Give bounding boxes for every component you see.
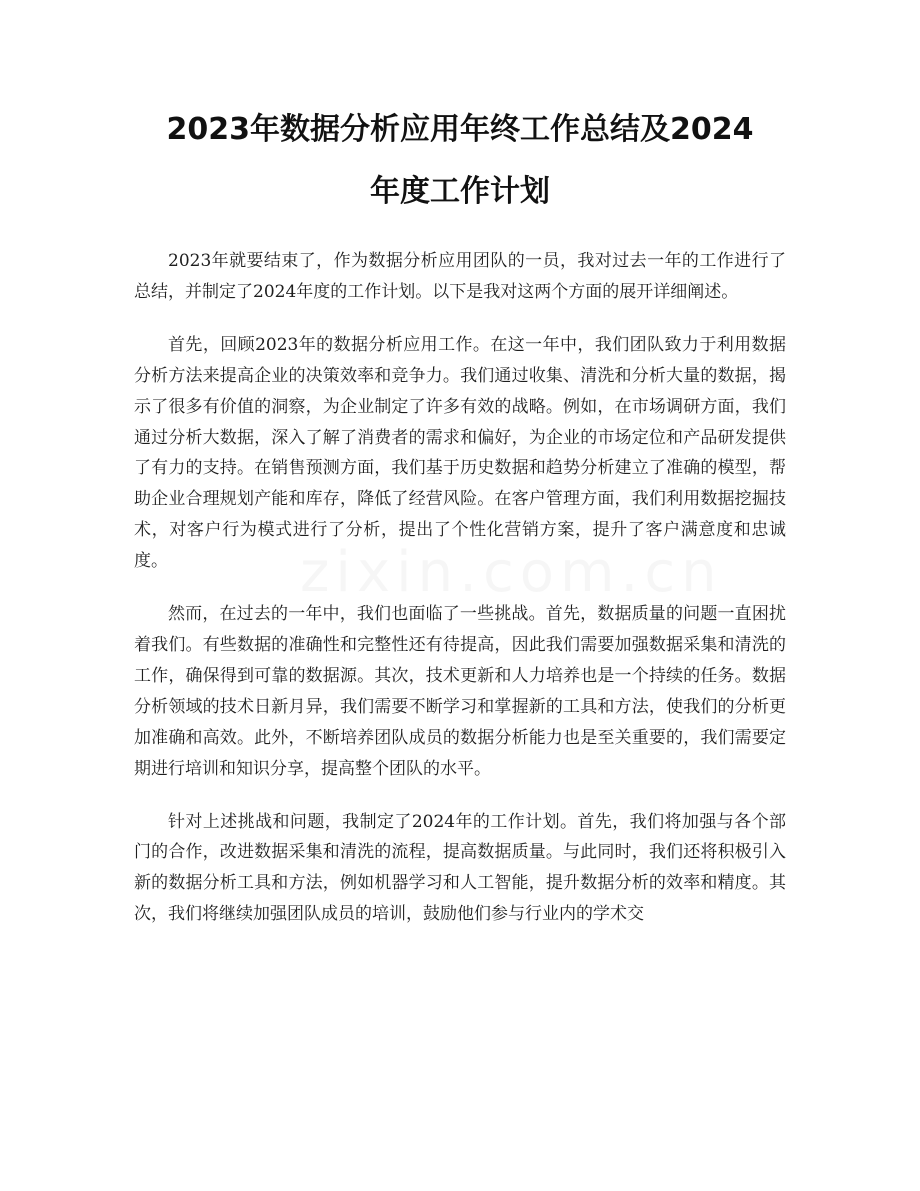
paragraph-review: 首先，回顾2023年的数据分析应用工作。在这一年中，我们团队致力于利用数据分析方法来提高企业的决策效率和竞争力。我们通过收集、清洗和分析大量的数据，揭示了很多有价值的洞察，为企业制定了许多有效的战略。例如，在市场调研方面，我们通过分析大数据，深入了解了消费者的需求和偏好，为企业的市场定位和产品研发提供了有力的支持。在销售预测方面，我们基于历史数据和趋势分析建立了准确的模型，帮助企业合理规划产能和库存，降低了经营风险。在客户管理方面，我们利用数据挖掘技术，对客户行为模式进行了分析，提出了个性化营销方案，提升了客户满意度和忠诚度。 — [134, 334, 786, 572]
document-title-line-2: 年度工作计划 — [370, 174, 550, 209]
document-body — [134, 246, 786, 952]
paragraph-challenges: 然而，在过去的一年中，我们也面临了一些挑战。首先，数据质量的问题一直困扰着我们。有些数据的准确性和完整性还有待提高，因此我们需要加强数据采集和清洗的工作，确保得到可靠的数据源。其次，技术更新和人力培养也是一个持续的任务。数据分析领域的技术日新月异，我们需要不断学习和掌握新的工具和方法，使我们的分析更加准确和高效。此外，不断培养团队成员的数据分析能力也是至关重要的，我们需要定期进行培训和知识分享，提高整个团队的水平。 — [134, 604, 786, 779]
document-title-line-1: 2023年数据分析应用年终工作总结及2024 — [166, 112, 754, 147]
paragraph-plan: 针对上述挑战和问题，我制定了2024年的工作计划。首先，我们将加强与各个部门的合作，改进数据采集和清洗的流程，提高数据质量。与此同时，我们还将积极引入新的数据分析工具和方法，例如机器学习和人工智能，提升数据分析的效率和精度。其次，我们将继续加强团队成员的培训，鼓励他们参与行业内的学术交 — [134, 811, 786, 925]
paragraph-intro: 2023年就要结束了，作为数据分析应用团队的一员，我对过去一年的工作进行了总结，并制定了2024年度的工作计划。以下是我对这两个方面的展开详细阐述。 — [134, 251, 786, 302]
